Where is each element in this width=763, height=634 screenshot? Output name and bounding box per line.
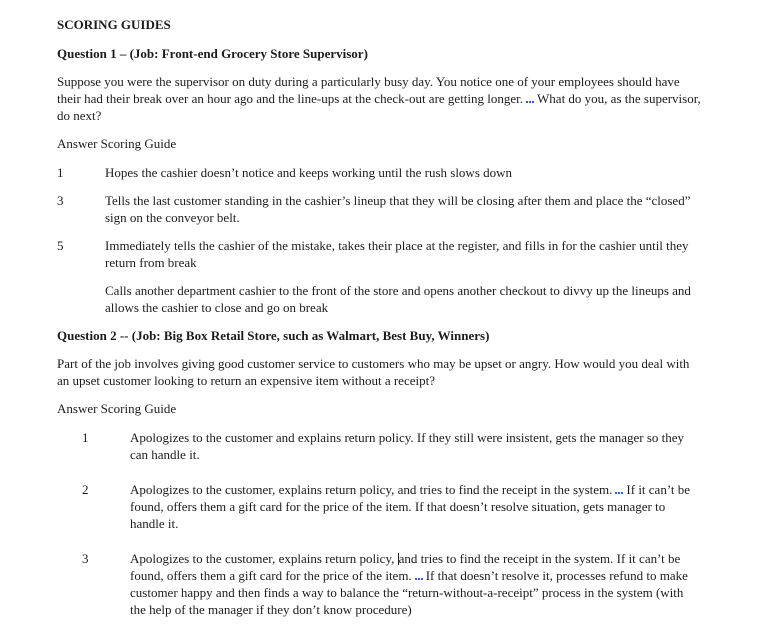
question-1-guide-label: Answer Scoring Guide (57, 136, 177, 151)
spellcheck-squiggle (415, 570, 423, 580)
score-value: 5 (57, 238, 64, 253)
score-value (57, 282, 105, 316)
question-1-heading: Question 1 – (Job: Front-end Grocery Store Supervisor) (57, 46, 368, 61)
question-1-scoring-items (57, 164, 701, 316)
question-2-intro: Part of the job involves giving good customer service to customers who may be upset or angry. How would you deal with an upset customer looking to return an expensive item without a receipt? (57, 356, 690, 388)
scoring-item-row (57, 192, 701, 226)
scoring-item-row (57, 164, 701, 181)
scoring-item-row (82, 550, 701, 618)
question-2-scoring-items (57, 429, 701, 618)
score-value: 1 (57, 165, 64, 180)
scoring-item-row (82, 481, 701, 532)
scoring-item-text: Hopes the cashier doesn’t notice and keeps working until the rush slows down (105, 165, 513, 180)
scoring-item-text (130, 550, 701, 618)
score-value: 3 (57, 193, 64, 208)
score-value: 1 (82, 430, 89, 445)
scoring-item-row (57, 237, 701, 271)
scoring-item-row (82, 429, 701, 463)
question-2-guide-label: Answer Scoring Guide (57, 401, 177, 416)
scoring-item-text-a: Apologizes to the customer, explains return policy, (130, 551, 398, 566)
scoring-item-text-b: and tries to find the receipt in the system. If it can’t be found, offers them a gift card for the price of the item. (130, 551, 681, 583)
scoring-item-text: Calls another department cashier to the front of the store and opens another checkout to divvy up the lineups and allows the cashier to close and go on break (105, 283, 691, 315)
scoring-item-text: Tells the last customer standing in the cashier’s lineup that they will be closing after them and place the “closed” sign on the conveyor belt. (105, 193, 691, 225)
spellcheck-squiggle (526, 93, 534, 103)
question-1-intro-text-b: What do you, as the supervisor, do next? (57, 91, 701, 123)
scoring-item-text-b: If it can’t be found, offers them a gift card for the price of the item. If that doesn’t resolve situation, gets manager to handle it. (130, 482, 691, 531)
question-1-intro (57, 73, 701, 124)
scoring-item-row (57, 282, 701, 316)
question-2-heading: Question 2 -- (Job: Big Box Retail Store, such as Walmart, Best Buy, Winners) (57, 328, 490, 343)
page-title: SCORING GUIDES (57, 17, 171, 32)
score-value: 3 (82, 551, 89, 566)
scoring-item-text-a: Apologizes to the customer, explains return policy, and tries to find the receipt in the system. (130, 482, 613, 497)
score-value: 2 (82, 482, 89, 497)
scoring-item-text-c: If that doesn’t resolve it, processes refund to make customer happy and then finds a way to balance the “return-without-a-receipt” process in the system (with the help of the manager if they don’t know procedure) (130, 568, 688, 617)
scoring-item-text: Immediately tells the cashier of the mistake, takes their place at the register, and fills in for the cashier until they return from break (105, 238, 689, 270)
spellcheck-squiggle (615, 484, 623, 494)
scoring-item-text: Apologizes to the customer and explains return policy. If they still were insistent, gets the manager so they can handle it. (130, 430, 685, 462)
scoring-item-text (130, 481, 701, 532)
question-1-intro-text-a: Suppose you were the supervisor on duty during a particularly busy day. You notice one of your employees should have their had their break over an hour ago and the line-ups at the check-out are getting longer. (57, 74, 680, 106)
